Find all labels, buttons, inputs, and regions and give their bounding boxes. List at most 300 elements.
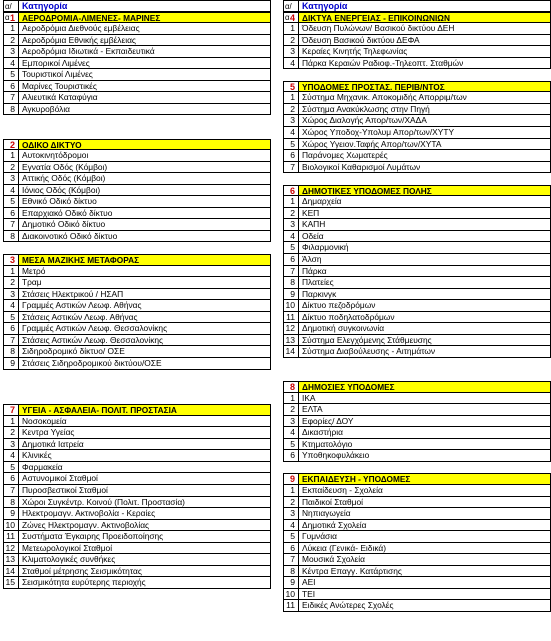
header-num: α/α xyxy=(3,0,18,12)
row-number: 7 xyxy=(3,219,18,231)
row-number: 2 xyxy=(3,139,18,151)
row-label: Ειδικές Ανώτερες Σχολές xyxy=(298,600,551,612)
category-row xyxy=(283,381,551,393)
table-row xyxy=(283,300,551,312)
row-label xyxy=(18,242,271,254)
row-label: Σταθμοί μέτρησης Σεισμικότητας xyxy=(18,566,271,578)
row-label: Ηλεκτρομαγν. Ακτινοβολία - Κεραίες xyxy=(18,508,271,520)
row-number: 3 xyxy=(283,416,298,428)
table-row xyxy=(3,462,271,474)
row-number: 10 xyxy=(283,589,298,601)
row-label: Δημαρχεία xyxy=(298,196,551,208)
row-label: Διακοινοτικό Οδικό δίκτυο xyxy=(18,231,271,243)
table-row xyxy=(3,450,271,462)
row-number: 4 xyxy=(283,427,298,439)
row-label: Δικαστήρια xyxy=(298,427,551,439)
row-number: 6 xyxy=(3,473,18,485)
table-row xyxy=(283,543,551,555)
category-row xyxy=(3,254,271,266)
category-row xyxy=(283,81,551,93)
row-number: 15 xyxy=(3,577,18,589)
row-label: Δημοτικά Σχολεία xyxy=(298,520,551,532)
row-number: 10 xyxy=(3,520,18,532)
row-label: Στάσεις Σιδηροδρομικού δικτύου/ΟΣΕ xyxy=(18,358,271,370)
row-number: 8 xyxy=(283,381,298,393)
table-row xyxy=(3,46,271,58)
table-row xyxy=(283,46,551,58)
row-number: 12 xyxy=(283,323,298,335)
spacer-row xyxy=(3,370,271,382)
row-number: 5 xyxy=(3,312,18,324)
table-row xyxy=(283,312,551,324)
row-number xyxy=(283,370,298,382)
category-row xyxy=(283,12,551,24)
row-label: Κλινικές xyxy=(18,450,271,462)
spacer-row xyxy=(3,115,271,127)
row-number: 2 xyxy=(283,404,298,416)
row-label: Στάσεις Ηλεκτρικού / ΗΣΑΠ xyxy=(18,289,271,301)
row-number: 1 xyxy=(283,23,298,35)
table-row xyxy=(3,289,271,301)
row-label xyxy=(298,370,551,382)
row-number: 13 xyxy=(3,554,18,566)
row-label xyxy=(18,115,271,127)
table-row xyxy=(283,566,551,578)
table-row xyxy=(3,520,271,532)
table-row xyxy=(3,277,271,289)
table-row xyxy=(283,266,551,278)
row-label: Γυμνάσια xyxy=(298,531,551,543)
row-number: 1 xyxy=(283,92,298,104)
row-label: Φιλαρμονική xyxy=(298,242,551,254)
row-label xyxy=(298,173,551,185)
row-number: 9 xyxy=(3,358,18,370)
table-row xyxy=(283,577,551,589)
row-number xyxy=(3,370,18,382)
table-row xyxy=(283,531,551,543)
row-label: Μετρό xyxy=(18,266,271,278)
row-label: ΑΕΙ xyxy=(298,577,551,589)
row-number: 4 xyxy=(283,12,298,24)
row-number: 5 xyxy=(283,81,298,93)
row-label: Εγνατία Οδός (Κόμβοι) xyxy=(18,162,271,174)
row-label: Παιδικοί Σταθμοί xyxy=(298,497,551,509)
table-row xyxy=(283,219,551,231)
category-row xyxy=(3,12,271,24)
row-number xyxy=(283,69,298,81)
table-row xyxy=(3,346,271,358)
row-label: Κλιματολογικές συνθήκες xyxy=(18,554,271,566)
table-row xyxy=(283,139,551,151)
row-label: Κέντρα Επαγγ. Κατάρτισης xyxy=(298,566,551,578)
header-num: α/α xyxy=(283,0,298,12)
row-number: 13 xyxy=(283,335,298,347)
table-row xyxy=(283,323,551,335)
row-label: Μουσικά Σχολεία xyxy=(298,554,551,566)
row-label: Συστήματα Έγκαιρης Προειδοποίησης xyxy=(18,531,271,543)
row-number: 8 xyxy=(3,231,18,243)
header-category: Κατηγορία xyxy=(298,0,551,12)
spacer-row xyxy=(3,381,271,393)
row-number: 4 xyxy=(283,231,298,243)
row-label: Αεροδρόμια Εθνικής εμβέλειας xyxy=(18,35,271,47)
row-number: 9 xyxy=(3,508,18,520)
row-number: 1 xyxy=(3,23,18,35)
category-title: ΔΗΜΟΤΙΚΕΣ ΥΠΟΔΟΜΕΣ ΠΟΛΗΣ xyxy=(298,185,551,197)
row-number: 5 xyxy=(283,242,298,254)
table-row xyxy=(283,439,551,451)
table-row xyxy=(3,485,271,497)
table-row xyxy=(283,508,551,520)
category-row xyxy=(283,185,551,197)
spacer-row xyxy=(3,242,271,254)
table-row xyxy=(283,335,551,347)
row-number: 2 xyxy=(3,162,18,174)
table-row xyxy=(283,600,551,612)
row-number: 8 xyxy=(283,277,298,289)
table-row xyxy=(3,35,271,47)
row-number: 7 xyxy=(3,335,18,347)
header-category: Κατηγορία xyxy=(18,0,271,12)
table-row xyxy=(3,508,271,520)
table-row xyxy=(283,242,551,254)
table-row xyxy=(3,416,271,428)
table-row xyxy=(3,162,271,174)
row-number: 3 xyxy=(283,219,298,231)
row-label: Σύστημα Μηχανικ. Αποκομιδής Απορριμ/των xyxy=(298,92,551,104)
table-row xyxy=(3,104,271,116)
category-title: ΕΚΠΑΙΔΕΥΣΗ - ΥΠΟΔΟΜΕΣ xyxy=(298,473,551,485)
row-number: 14 xyxy=(283,346,298,358)
row-label: Αγκυροβόλια xyxy=(18,104,271,116)
row-number: 6 xyxy=(3,81,18,93)
table-row xyxy=(3,208,271,220)
row-number xyxy=(283,173,298,185)
row-number: 8 xyxy=(283,566,298,578)
row-number: 5 xyxy=(283,139,298,151)
row-label: Μαρίνες Τουριστικές xyxy=(18,81,271,93)
row-number: 6 xyxy=(283,450,298,462)
row-number: 6 xyxy=(3,323,18,335)
table-row xyxy=(3,358,271,370)
row-number: 1 xyxy=(3,416,18,428)
row-label: Φαρμακεία xyxy=(18,462,271,474)
row-label: Αεροδρόμια Διεθνούς εμβέλειας xyxy=(18,23,271,35)
row-number: 7 xyxy=(283,162,298,174)
spacer-row xyxy=(283,370,551,382)
table-row xyxy=(283,450,551,462)
row-label: Πάρκα xyxy=(298,266,551,278)
table-row xyxy=(283,520,551,532)
row-number: 4 xyxy=(3,450,18,462)
row-number: 7 xyxy=(283,266,298,278)
row-label: Αστυνομικοί Σταθμοί xyxy=(18,473,271,485)
row-label: Αεροδρόμια Ιδιωτικά - Εκπαιδευτικά xyxy=(18,46,271,58)
row-label: Όδευση Βασικού δικτύου ΔΕΦΑ xyxy=(298,35,551,47)
row-label: Μετεωρολογικοί Σταθμοί xyxy=(18,543,271,555)
row-number: 11 xyxy=(283,600,298,612)
row-label xyxy=(298,69,551,81)
row-label: Δημοτικά Ιατρεία xyxy=(18,439,271,451)
row-number: 2 xyxy=(283,208,298,220)
table-row xyxy=(3,231,271,243)
table-row xyxy=(283,404,551,416)
row-number: 11 xyxy=(283,312,298,324)
row-number: 4 xyxy=(3,300,18,312)
category-row xyxy=(3,404,271,416)
row-label: Κτηματολόγιο xyxy=(298,439,551,451)
row-label: Αλιευτικά Καταφύγια xyxy=(18,92,271,104)
row-number: 7 xyxy=(3,485,18,497)
row-label: Κεντρα Υγείας xyxy=(18,427,271,439)
row-number: 10 xyxy=(283,300,298,312)
spacer-row xyxy=(283,462,551,474)
category-title: ΑΕΡΟΔΡΟΜΙΑ-ΛΙΜΕΝΕΣ- ΜΑΡΙΝΕΣ xyxy=(18,12,271,24)
table-row xyxy=(283,115,551,127)
row-number: 2 xyxy=(283,104,298,116)
row-label: Χώροι Συγκέντρ. Κοινού (Πολιτ. Προστασία) xyxy=(18,497,271,509)
table-row xyxy=(3,92,271,104)
row-number: 5 xyxy=(3,462,18,474)
table-row xyxy=(3,335,271,347)
row-label: Κεραίες Κινητής Τηλεφωνίας xyxy=(298,46,551,58)
row-label: Λύκεια (Γενικά- Ειδικά) xyxy=(298,543,551,555)
row-label: Εμπορικοί Λιμένες xyxy=(18,58,271,70)
row-label xyxy=(18,127,271,139)
table-row xyxy=(3,81,271,93)
row-label: Ιόνιος Οδός (Κόμβοι) xyxy=(18,185,271,197)
spacer-row xyxy=(3,127,271,139)
row-number: 8 xyxy=(3,104,18,116)
row-label: Νηπιαγωγεία xyxy=(298,508,551,520)
category-title: ΔΙΚΤΥΑ ΕΝΕΡΓΕΙΑΣ - ΕΠΙΚΟΙΝΩΝΙΩΝ xyxy=(298,12,551,24)
table-row xyxy=(3,427,271,439)
row-label: Γραμμές Αστικών Λεωφ. Αθήνας xyxy=(18,300,271,312)
row-label: Βιολογικοί Καθαρισμοί Λυμάτων xyxy=(298,162,551,174)
table-row xyxy=(283,393,551,405)
table-row xyxy=(3,497,271,509)
row-label: Υποθηκοφυλάκειο xyxy=(298,450,551,462)
row-label: Επαρχιακό Οδικό δίκτυο xyxy=(18,208,271,220)
row-number: 1 xyxy=(283,393,298,405)
row-number xyxy=(3,242,18,254)
table-row xyxy=(283,427,551,439)
row-number: 8 xyxy=(3,346,18,358)
row-label: Πυροσβεστικοί Σταθμοί xyxy=(18,485,271,497)
row-number: 6 xyxy=(3,208,18,220)
row-number: 1 xyxy=(283,196,298,208)
table-row xyxy=(3,531,271,543)
row-number: 3 xyxy=(3,254,18,266)
row-number xyxy=(3,127,18,139)
row-number: 6 xyxy=(283,254,298,266)
category-title: ΜΕΣΑ ΜΑΖΙΚΗΣ ΜΕΤΑΦΟΡΑΣ xyxy=(18,254,271,266)
spacer-row xyxy=(3,393,271,405)
table-row xyxy=(3,300,271,312)
table-row xyxy=(3,23,271,35)
row-label: ΚΑΠΗ xyxy=(298,219,551,231)
row-number: 3 xyxy=(3,173,18,185)
table-row xyxy=(3,219,271,231)
table-row xyxy=(3,58,271,70)
table-row xyxy=(283,127,551,139)
row-label: Αττικής Οδός (Κόμβοι) xyxy=(18,173,271,185)
table-row xyxy=(283,58,551,70)
row-number xyxy=(283,358,298,370)
row-number: 2 xyxy=(283,497,298,509)
table-row xyxy=(283,162,551,174)
table-row xyxy=(3,543,271,555)
row-number: 1 xyxy=(283,485,298,497)
row-number: 3 xyxy=(283,508,298,520)
table-row xyxy=(3,69,271,81)
table-row xyxy=(283,485,551,497)
category-title: ΔΗΜΟΣΙΕΣ ΥΠΟΔΟΜΕΣ xyxy=(298,381,551,393)
left-table xyxy=(3,0,271,589)
row-label: Χώρος Διαλογής Απορ/των/ΧΑΔΑ xyxy=(298,115,551,127)
table-row xyxy=(3,173,271,185)
row-number: 9 xyxy=(283,577,298,589)
row-number: 3 xyxy=(3,46,18,58)
category-title: ΥΓΕΙΑ - ΑΣΦΑΛΕΙΑ- ΠΟΛΙΤ. ΠΡΟΣΤΑΣΙΑ xyxy=(18,404,271,416)
row-number: 12 xyxy=(3,543,18,555)
row-number: 9 xyxy=(283,289,298,301)
table-row xyxy=(283,92,551,104)
row-label: ΕΛΤΑ xyxy=(298,404,551,416)
spacer-row xyxy=(283,173,551,185)
spacer-row xyxy=(283,358,551,370)
row-label: Χώρος Υγειον.Ταφής Απορ/των/ΧΥΤΑ xyxy=(298,139,551,151)
row-number: 5 xyxy=(3,196,18,208)
row-label: Γραμμές Αστικών Λεωφ. Θεσσαλονίκης xyxy=(18,323,271,335)
row-number: 5 xyxy=(3,69,18,81)
table-row xyxy=(283,150,551,162)
row-number: 11 xyxy=(3,531,18,543)
row-number xyxy=(283,462,298,474)
row-number: 6 xyxy=(283,150,298,162)
row-label xyxy=(18,370,271,382)
row-label: Εθνικό Οδικό δίκτυο xyxy=(18,196,271,208)
row-label: Ζώνες Ηλεκτρομαγν. Ακτινοβολίας xyxy=(18,520,271,532)
row-number: 1 xyxy=(3,12,18,24)
row-label xyxy=(18,381,271,393)
row-label: Όδευση Πυλώνων/ Βασικού δικτύου ΔΕΗ xyxy=(298,23,551,35)
row-number: 2 xyxy=(3,35,18,47)
row-label: Στάσεις Αστικών Λεωφ. Αθήνας xyxy=(18,312,271,324)
row-label: Εκπαίδευση - Σχολεία xyxy=(298,485,551,497)
row-number: 3 xyxy=(283,46,298,58)
row-number: 4 xyxy=(3,58,18,70)
row-number: 3 xyxy=(3,289,18,301)
row-label: Σιδηροδρομικό δίκτυο/ ΟΣΕ xyxy=(18,346,271,358)
row-label: Δημοτική συγκοινωνία xyxy=(298,323,551,335)
row-label: Άλση xyxy=(298,254,551,266)
right-table xyxy=(283,0,551,612)
row-label: Αυτοκινητόδρομοι xyxy=(18,150,271,162)
table-row xyxy=(283,277,551,289)
category-row xyxy=(3,139,271,151)
table-row xyxy=(3,577,271,589)
table-row xyxy=(283,554,551,566)
row-number: 2 xyxy=(283,35,298,47)
row-label: Τραμ xyxy=(18,277,271,289)
row-label: Σύστημα Ελεγχόμενης Στάθμευσης xyxy=(298,335,551,347)
table-row xyxy=(3,150,271,162)
table-row xyxy=(3,566,271,578)
row-number: 7 xyxy=(283,554,298,566)
row-number: 9 xyxy=(283,473,298,485)
table-row xyxy=(283,289,551,301)
row-number: 5 xyxy=(283,531,298,543)
category-row xyxy=(283,473,551,485)
row-number: 1 xyxy=(3,150,18,162)
table-row xyxy=(283,589,551,601)
table-row xyxy=(283,196,551,208)
row-number: 3 xyxy=(283,115,298,127)
table-row xyxy=(3,473,271,485)
row-number: 2 xyxy=(3,427,18,439)
row-label: Τουριστικοί Λιμένες xyxy=(18,69,271,81)
row-label xyxy=(298,462,551,474)
row-label: Παράνομες Χωματερές xyxy=(298,150,551,162)
row-number: 4 xyxy=(283,520,298,532)
row-label: ΚΕΠ xyxy=(298,208,551,220)
table-row xyxy=(3,266,271,278)
row-label: Νοσοκομεία xyxy=(18,416,271,428)
row-number: 4 xyxy=(3,185,18,197)
row-number: 6 xyxy=(283,543,298,555)
category-title: ΥΠΟΔΟΜΕΣ ΠΡΟΣΤΑΣ. ΠΕΡΙΒ/ΝΤΟΣ xyxy=(298,81,551,93)
table-row xyxy=(3,439,271,451)
table-row xyxy=(3,185,271,197)
row-number: 7 xyxy=(3,92,18,104)
row-number: 4 xyxy=(283,127,298,139)
row-label xyxy=(298,358,551,370)
row-label: Σεισμικότητα ευρύτερης περιοχής xyxy=(18,577,271,589)
row-label: Πλατείες xyxy=(298,277,551,289)
row-number xyxy=(3,381,18,393)
category-title: ΟΔΙΚΟ ΔΙΚΤΥΟ xyxy=(18,139,271,151)
table-row xyxy=(3,196,271,208)
row-label: ΤΕΙ xyxy=(298,589,551,601)
row-label: Δημοτικό Οδικό δίκτυο xyxy=(18,219,271,231)
row-number xyxy=(3,393,18,405)
row-label: Πάρκα Κεραιών Ραδιοφ.-Τηλεοπτ. Σταθμών xyxy=(298,58,551,70)
table-row xyxy=(283,35,551,47)
row-label: Παρκινγκ xyxy=(298,289,551,301)
row-label: Οδεία xyxy=(298,231,551,243)
table-row xyxy=(283,254,551,266)
table-row xyxy=(283,346,551,358)
row-number: 8 xyxy=(3,497,18,509)
row-number: 1 xyxy=(3,266,18,278)
row-number: 4 xyxy=(283,58,298,70)
row-number: 7 xyxy=(3,404,18,416)
row-number: 14 xyxy=(3,566,18,578)
row-number: 3 xyxy=(3,439,18,451)
row-number xyxy=(3,115,18,127)
row-label: Σύστημα Ανακύκλωσης στην Πηγή xyxy=(298,104,551,116)
row-number: 2 xyxy=(3,277,18,289)
spacer-row xyxy=(283,69,551,81)
row-label: Δίκτυο πεζοδρόμων xyxy=(298,300,551,312)
table-row xyxy=(3,554,271,566)
table-row xyxy=(3,312,271,324)
table-row xyxy=(283,231,551,243)
row-label: Σύστημα Διαβούλευσης - Αιτημάτων xyxy=(298,346,551,358)
table-row xyxy=(283,104,551,116)
row-number: 5 xyxy=(283,439,298,451)
